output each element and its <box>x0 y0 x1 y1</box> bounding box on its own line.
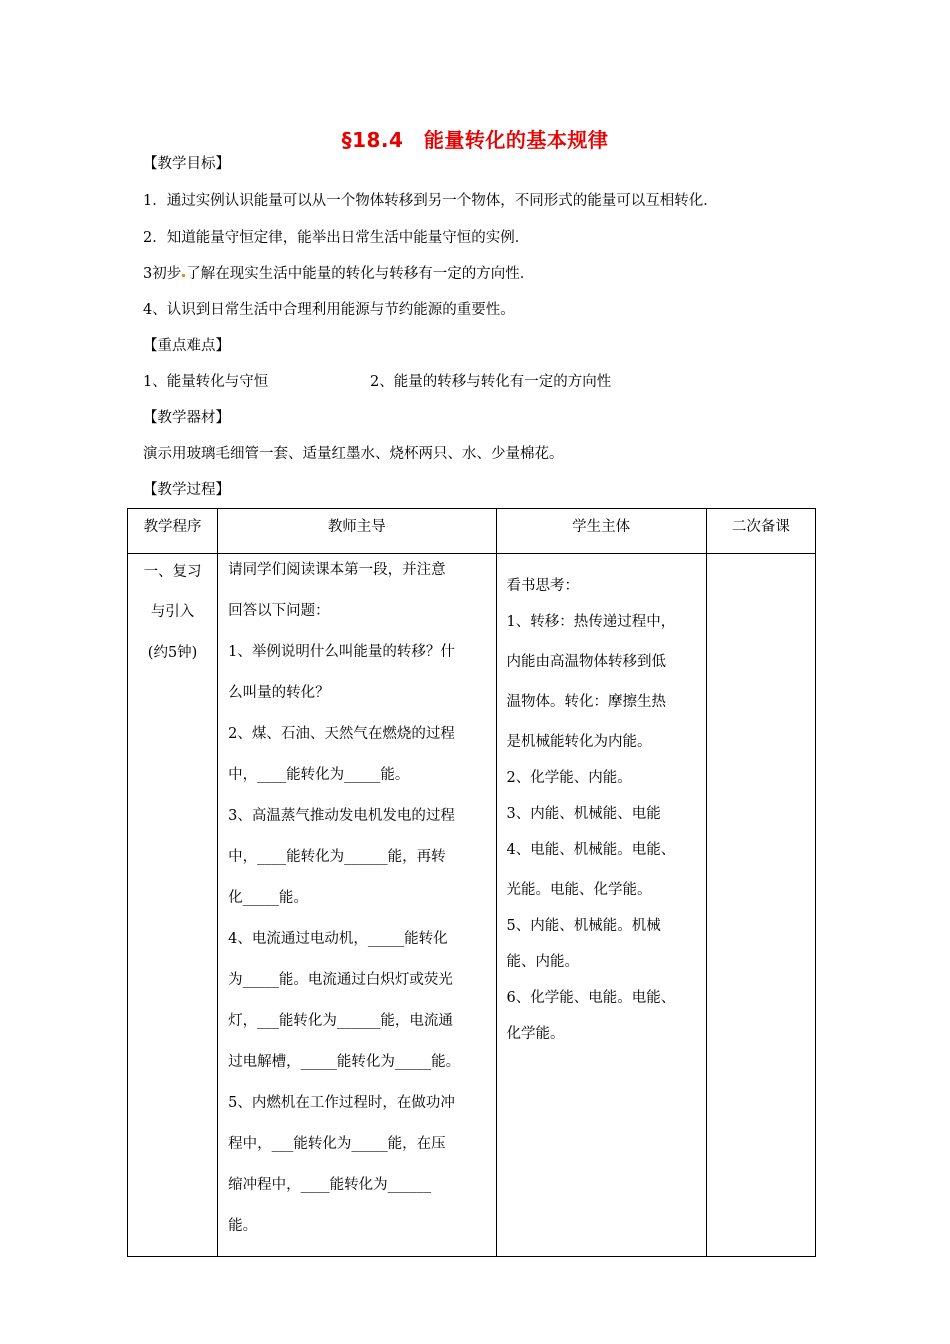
objective-item <box>143 262 534 283</box>
teacher-line: 缩冲程中，____能转化为______ <box>228 1177 432 1193</box>
materials-heading-part: 器材】 <box>186 410 230 426</box>
teacher-line: 能。 <box>228 1218 258 1234</box>
document-title: §18.4 能量转化的基本规律 <box>341 128 609 152</box>
objective-item: 2．知道能量守恒定律，能举出日常生活中能量守恒的实例． <box>143 230 530 246</box>
teacher-line: 2、煤、石油、天然气在燃烧的过程 <box>228 726 455 742</box>
teacher-line: 5、内燃机在工作过程时，在做功冲 <box>228 1095 455 1111</box>
teacher-line: 回答以下问题： <box>228 603 330 619</box>
column-header: 教学程序 <box>128 509 218 554</box>
student-line: 看书思考： <box>506 578 580 594</box>
student-line: 内能由高温物体转移到低 <box>506 654 667 670</box>
student-line: 是机械能转化为内能。 <box>506 734 652 750</box>
section-heading-materials <box>143 406 230 427</box>
student-line: 1、转移：热传递过程中， <box>506 614 676 630</box>
teacher-cell <box>218 554 496 1257</box>
objective-item: 4、认识到日常生活中合理利用能源与节约能源的重要性。 <box>143 302 515 318</box>
section-heading-keypoints: 【重点难点】 <box>143 338 230 354</box>
stage-line: (约5钟) <box>147 645 198 661</box>
teacher-line: 中，____能转化为______能，再转 <box>228 849 446 865</box>
teacher-line: 4、电流通过电动机，_____能转化 <box>228 931 448 947</box>
student-line: 能、内能。 <box>506 954 580 970</box>
student-line: 5、内能、机械能。机械 <box>506 918 661 934</box>
column-header: 二次备课 <box>706 509 815 554</box>
student-line: 6、化学能、电能。电能、 <box>506 990 676 1006</box>
objective-item-prefix: 3初步 <box>143 266 182 282</box>
column-header: 教师主导 <box>218 509 496 554</box>
student-cell <box>496 554 706 1257</box>
student-line: 光能。电能、化学能。 <box>506 882 652 898</box>
materials-text: 演示用玻璃毛细管一套、适量红墨水、烧杯两只、水、少量棉花。 <box>143 446 564 462</box>
teacher-line: 程中，___能转化为_____能，在压 <box>228 1136 446 1152</box>
stage-line: 与引入 <box>150 604 195 620</box>
materials-heading-part: 【教学 <box>143 410 187 426</box>
notes-cell <box>706 554 815 1257</box>
keypoint-item: 1、能量转化与守恒 <box>143 374 269 390</box>
lesson-process-table <box>127 508 816 1257</box>
section-heading-objectives: 【教学目标】 <box>143 156 230 172</box>
teacher-line: 化_____能。 <box>228 890 308 906</box>
keypoint-item: 2、能量的转移与转化有一定的方向性 <box>370 374 612 390</box>
teacher-line: 灯，___能转化为______能，电流通 <box>228 1013 453 1029</box>
stage-cell <box>128 554 218 1257</box>
table-header-row <box>128 509 816 554</box>
student-line: 4、电能、机械能。电能、 <box>506 842 676 858</box>
teacher-line: 么叫量的转化？ <box>228 685 330 701</box>
teacher-line: 为_____能。电流通过白炽灯或荧光 <box>228 972 453 988</box>
student-line: 温物体。转化：摩擦生热 <box>506 694 667 710</box>
student-line: 3、内能、机械能、电能 <box>506 806 661 822</box>
student-line: 化学能。 <box>506 1026 565 1042</box>
section-heading-process: 【教学过程】 <box>143 482 230 498</box>
table-row <box>128 554 816 1257</box>
decorative-dot <box>182 274 185 277</box>
teacher-line: 中，____能转化为_____能。 <box>228 767 410 783</box>
student-line: 2、化学能、内能。 <box>506 770 632 786</box>
teacher-line: 3、高温蒸气推动发电机发电的过程 <box>228 808 455 824</box>
teacher-line: 1、举例说明什么叫能量的转移？什 <box>228 644 455 660</box>
teacher-line: 请同学们阅读课本第一段，并注意 <box>228 562 446 578</box>
stage-line: 一、复习 <box>143 564 202 580</box>
column-header: 学生主体 <box>496 509 706 554</box>
objective-item: 1．通过实例认识能量可以从一个物体转移到另一个物体，不同形式的能量可以互相转化． <box>143 193 718 209</box>
teacher-line: 过电解槽，_____能转化为_____能。 <box>228 1054 461 1070</box>
objective-item-text: 了解在现实生活中能量的转化与转移有一定的方向性． <box>186 266 535 282</box>
